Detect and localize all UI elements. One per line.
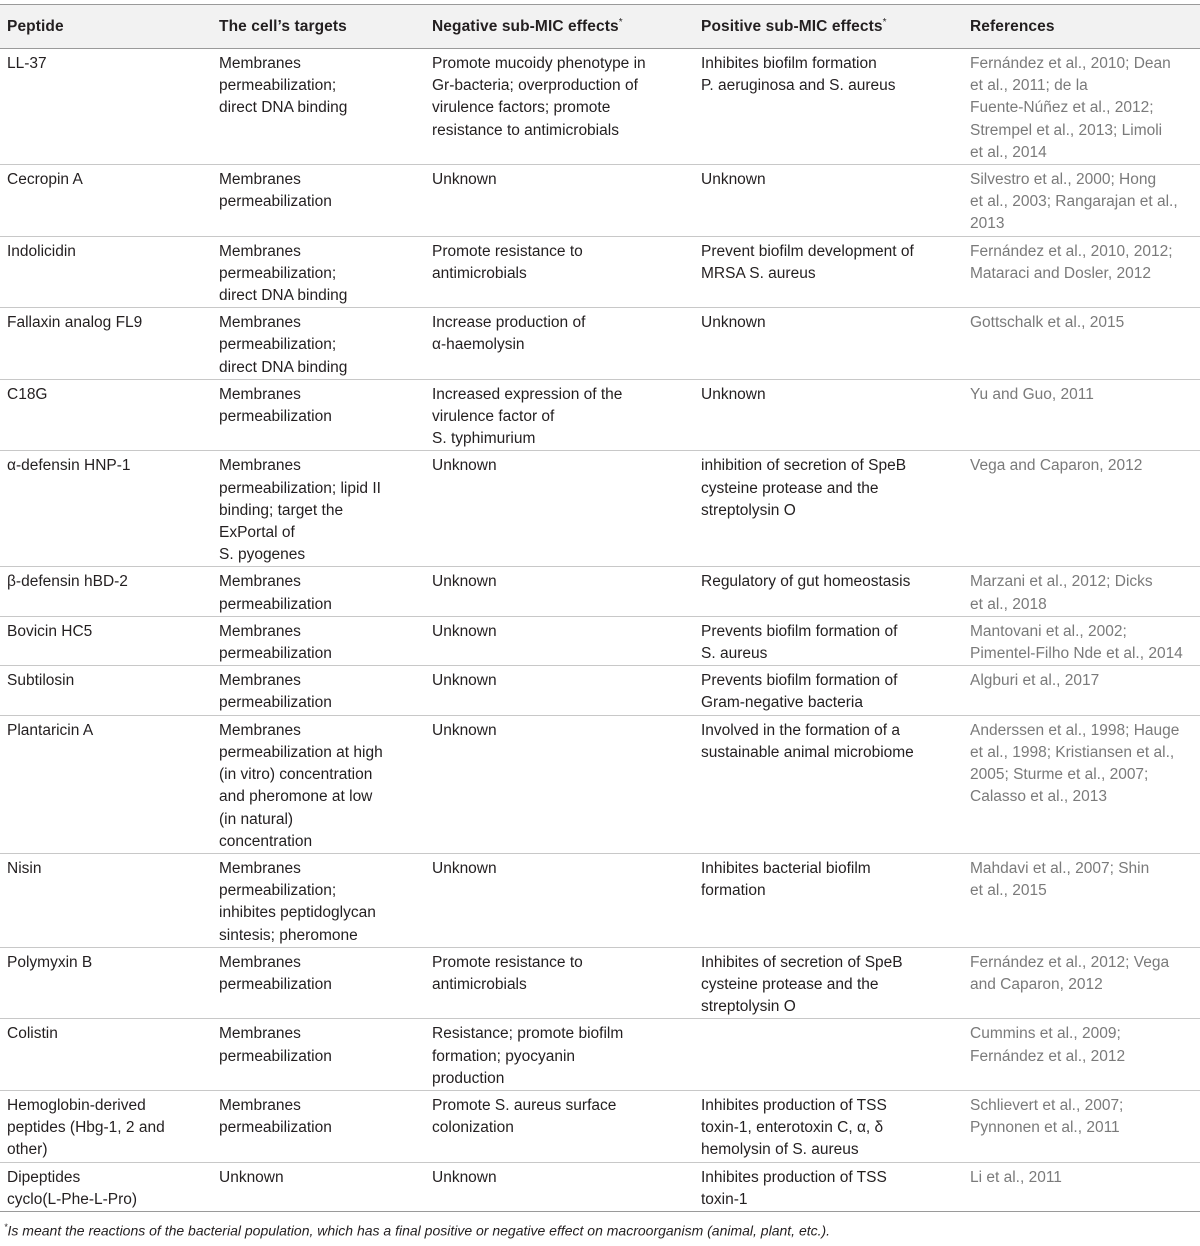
- cell-line: Unknown: [432, 457, 497, 475]
- cell-line: et al., 2011; de la: [970, 77, 1088, 95]
- cell-line: peptides (Hbg-1, 2 and: [7, 1119, 165, 1137]
- table-row: [0, 451, 1200, 567]
- cell-line: Subtilosin: [7, 672, 75, 690]
- cell-references: [963, 947, 1200, 1019]
- cell-line: permeabilization;: [219, 882, 337, 900]
- cell-targets: [212, 236, 425, 308]
- cell-line: Gottschalk et al., 2015: [970, 314, 1125, 332]
- cell-line: Hemoglobin-derived: [7, 1096, 146, 1114]
- table-row: [0, 1162, 1200, 1211]
- cell-negative: [425, 308, 694, 380]
- cell-line: Gram-negative bacteria: [701, 694, 863, 712]
- cell-negative: [425, 567, 694, 616]
- cell-line: and pheromone at low: [219, 788, 373, 806]
- cell-line: formation; pyocyanin: [432, 1047, 576, 1065]
- cell-references: [963, 715, 1200, 853]
- cell-negative: [425, 49, 694, 165]
- table-row: [0, 165, 1200, 237]
- cell-line: toxin-1, enterotoxin C, α, δ: [701, 1119, 884, 1137]
- cell-line: Dipeptides: [7, 1168, 81, 1186]
- cell-line: Mantovani et al., 2002;: [970, 622, 1127, 640]
- cell-line: Membranes: [219, 672, 301, 690]
- cell-references: [963, 616, 1200, 665]
- header-footnote-mark: *: [882, 16, 887, 28]
- cell-positive: [694, 165, 963, 237]
- footnote-mark: *: [4, 1222, 8, 1232]
- cell-negative: [425, 1090, 694, 1162]
- cell-line: direct DNA binding: [219, 287, 348, 305]
- cell-line: Pimentel-Filho Nde et al., 2014: [970, 645, 1183, 663]
- cell-line: sustainable animal microbiome: [701, 743, 914, 761]
- cell-line: Unknown: [219, 1168, 284, 1186]
- cell-line: S. aureus: [701, 645, 768, 663]
- cell-references: [963, 451, 1200, 567]
- cell-positive: [694, 567, 963, 616]
- cell-line: other): [7, 1141, 48, 1159]
- cell-line: et al., 1998; Kristiansen et al.,: [970, 743, 1175, 761]
- cell-references: [963, 1090, 1200, 1162]
- cell-positive: [694, 715, 963, 853]
- cell-references: [963, 853, 1200, 947]
- cell-line: β-defensin hBD-2: [7, 573, 128, 591]
- cell-line: Resistance; promote biofilm: [432, 1025, 624, 1043]
- cell-positive: [694, 666, 963, 715]
- table-row: [0, 715, 1200, 853]
- cell-references: [963, 236, 1200, 308]
- cell-line: permeabilization: [219, 193, 332, 211]
- cell-targets: [212, 853, 425, 947]
- cell-references: [963, 49, 1200, 165]
- cell-line: Increased expression of the: [432, 385, 623, 403]
- cell-line: permeabilization;: [219, 77, 337, 95]
- cell-references: [963, 308, 1200, 380]
- cell-line: Mataraci and Dosler, 2012: [970, 264, 1151, 282]
- cell-line: α-defensin HNP-1: [7, 457, 131, 475]
- table-row: [0, 666, 1200, 715]
- cell-line: S. typhimurium: [432, 430, 536, 448]
- cell-line: and Caparon, 2012: [970, 975, 1103, 993]
- cell-line: Algburi et al., 2017: [970, 672, 1100, 690]
- cell-line: MRSA S. aureus: [701, 264, 816, 282]
- cell-line: P. aeruginosa and S. aureus: [701, 77, 896, 95]
- cell-targets: [212, 616, 425, 665]
- cell-line: Promote S. aureus surface: [432, 1096, 617, 1114]
- cell-line: Inhibites of secretion of SpeB: [701, 953, 903, 971]
- cell-line: Vega and Caparon, 2012: [970, 457, 1143, 475]
- cell-targets: [212, 165, 425, 237]
- cell-negative: [425, 715, 694, 853]
- cell-line: direct DNA binding: [219, 358, 348, 376]
- cell-positive: [694, 1019, 963, 1091]
- table-row: [0, 853, 1200, 947]
- cell-line: Increase production of: [432, 314, 586, 332]
- cell-line: Inhibites production of TSS: [701, 1096, 887, 1114]
- cell-peptide: [0, 308, 212, 380]
- cell-peptide: [0, 49, 212, 165]
- cell-negative: [425, 616, 694, 665]
- cell-line: hemolysin of S. aureus: [701, 1141, 859, 1159]
- cell-peptide: [0, 165, 212, 237]
- cell-references: [963, 666, 1200, 715]
- cell-peptide: [0, 451, 212, 567]
- cell-peptide: [0, 1090, 212, 1162]
- cell-targets: [212, 715, 425, 853]
- cell-line: inhibition of secretion of SpeB: [701, 457, 907, 475]
- table-footnote: [4, 1222, 830, 1239]
- table-row: [0, 567, 1200, 616]
- cell-line: permeabilization; lipid II: [219, 479, 381, 497]
- cell-line: Membranes: [219, 721, 301, 739]
- cell-line: sintesis; pheromone: [219, 926, 358, 944]
- cell-negative: [425, 1019, 694, 1091]
- cell-line: Promote resistance to: [432, 242, 583, 260]
- cell-negative: [425, 451, 694, 567]
- cell-line: Unknown: [432, 672, 497, 690]
- cell-line: 2005; Sturme et al., 2007;: [970, 766, 1149, 784]
- cell-line: Cecropin A: [7, 171, 83, 189]
- cell-line: permeabilization;: [219, 264, 337, 282]
- cell-line: permeabilization: [219, 408, 332, 426]
- cell-line: toxin-1: [701, 1190, 748, 1208]
- cell-line: permeabilization: [219, 1119, 332, 1137]
- cell-line: (in vitro) concentration: [219, 766, 373, 784]
- cell-line: cyclo(L-Phe-L-Pro): [7, 1190, 138, 1208]
- cell-line: permeabilization;: [219, 336, 337, 354]
- cell-line: Prevents biofilm formation of: [701, 622, 898, 640]
- cell-line: (in natural): [219, 810, 294, 828]
- cell-references: [963, 379, 1200, 451]
- cell-line: Regulatory of gut homeostasis: [701, 573, 911, 591]
- cell-line: formation: [701, 882, 766, 900]
- header-references: References: [970, 17, 1055, 35]
- cell-references: [963, 165, 1200, 237]
- cell-references: [963, 1019, 1200, 1091]
- cell-line: virulence factor of: [432, 408, 555, 426]
- cell-targets: [212, 567, 425, 616]
- cell-line: 2013: [970, 215, 1005, 233]
- cell-line: cysteine protease and the: [701, 975, 879, 993]
- table-row: [0, 379, 1200, 451]
- cell-line: Unknown: [432, 1168, 497, 1186]
- cell-line: Prevents biofilm formation of: [701, 672, 898, 690]
- table-row: [0, 1090, 1200, 1162]
- cell-line: Inhibites bacterial biofilm: [701, 859, 871, 877]
- cell-line: Unknown: [701, 314, 766, 332]
- cell-peptide: [0, 236, 212, 308]
- cell-line: Fuente-Núñez et al., 2012;: [970, 99, 1154, 117]
- cell-line: Fernández et al., 2012: [970, 1047, 1126, 1065]
- cell-line: Membranes: [219, 622, 301, 640]
- cell-line: ExPortal of: [219, 524, 295, 542]
- cell-peptide: [0, 715, 212, 853]
- cell-references: [963, 567, 1200, 616]
- cell-line: Fernández et al., 2012; Vega: [970, 953, 1170, 971]
- cell-negative: [425, 666, 694, 715]
- cell-line: Membranes: [219, 171, 301, 189]
- cell-peptide: [0, 947, 212, 1019]
- cell-line: Li et al., 2011: [970, 1168, 1062, 1186]
- cell-line: S. pyogenes: [219, 546, 306, 564]
- header-targets: The cell’s targets: [219, 17, 347, 35]
- cell-peptide: [0, 1019, 212, 1091]
- cell-peptide: [0, 853, 212, 947]
- cell-line: Membranes: [219, 859, 301, 877]
- cell-line: Unknown: [432, 859, 497, 877]
- cell-targets: [212, 308, 425, 380]
- cell-line: et al., 2003; Rangarajan et al.,: [970, 193, 1178, 211]
- cell-line: streptolysin O: [701, 501, 796, 519]
- cell-line: cysteine protease and the: [701, 479, 879, 497]
- cell-peptide: [0, 1162, 212, 1211]
- cell-targets: [212, 947, 425, 1019]
- cell-positive: [694, 379, 963, 451]
- cell-negative: [425, 853, 694, 947]
- cell-positive: [694, 236, 963, 308]
- cell-line: production: [432, 1069, 505, 1087]
- cell-line: Nisin: [7, 859, 42, 877]
- cell-negative: [425, 236, 694, 308]
- cell-negative: [425, 947, 694, 1019]
- cell-line: Promote resistance to: [432, 953, 583, 971]
- cell-targets: [212, 1019, 425, 1091]
- cell-line: Bovicin HC5: [7, 622, 93, 640]
- cell-line: Silvestro et al., 2000; Hong: [970, 171, 1157, 189]
- cell-line: permeabilization at high: [219, 743, 383, 761]
- cell-line: Membranes: [219, 953, 301, 971]
- cell-line: Membranes: [219, 314, 301, 332]
- cell-line: Gr-bacteria; overproduction of: [432, 77, 638, 95]
- cell-line: Promote mucoidy phenotype in: [432, 55, 646, 72]
- cell-line: Membranes: [219, 55, 301, 72]
- cell-line: colonization: [432, 1119, 514, 1137]
- cell-line: et al., 2015: [970, 882, 1047, 900]
- cell-line: Unknown: [432, 721, 497, 739]
- cell-line: Polymyxin B: [7, 953, 93, 971]
- cell-line: Plantaricin A: [7, 721, 94, 739]
- table-row: [0, 308, 1200, 380]
- cell-line: Fernández et al., 2010, 2012;: [970, 242, 1173, 260]
- cell-negative: [425, 165, 694, 237]
- cell-targets: [212, 49, 425, 165]
- cell-line: Mahdavi et al., 2007; Shin: [970, 859, 1150, 877]
- cell-line: Inhibites production of TSS: [701, 1168, 887, 1186]
- cell-peptide: [0, 379, 212, 451]
- cell-references: [963, 1162, 1200, 1211]
- cell-line: Unknown: [701, 171, 766, 189]
- cell-positive: [694, 308, 963, 380]
- cell-peptide: [0, 616, 212, 665]
- cell-positive: [694, 616, 963, 665]
- cell-positive: [694, 451, 963, 567]
- cell-line: virulence factors; promote: [432, 99, 611, 117]
- table-row: [0, 236, 1200, 308]
- cell-line: permeabilization: [219, 645, 332, 663]
- footnote-text: Is meant the reactions of the bacterial population, which has a final positive or negative effect on macroorganism (animal, plant, etc.).: [7, 1222, 831, 1239]
- cell-negative: [425, 379, 694, 451]
- cell-positive: [694, 947, 963, 1019]
- cell-line: Pynnonen et al., 2011: [970, 1119, 1120, 1137]
- cell-positive: [694, 1090, 963, 1162]
- cell-line: Unknown: [432, 171, 497, 189]
- cell-line: Calasso et al., 2013: [970, 788, 1108, 806]
- cell-targets: [212, 379, 425, 451]
- header-row: [0, 5, 1200, 49]
- cell-line: Unknown: [432, 573, 497, 591]
- cell-line: inhibites peptidoglycan: [219, 904, 376, 922]
- cell-line: concentration: [219, 832, 313, 850]
- cell-targets: [212, 451, 425, 567]
- cell-line: Strempel et al., 2013; Limoli: [970, 121, 1163, 139]
- cell-line: et al., 2014: [970, 143, 1047, 161]
- cell-line: Prevent biofilm development of: [701, 242, 914, 260]
- table-header: [0, 5, 1200, 49]
- cell-peptide: [0, 666, 212, 715]
- cell-line: Membranes: [219, 457, 301, 475]
- header-negative: Negative sub-MIC effects*: [432, 16, 623, 36]
- cell-targets: [212, 1090, 425, 1162]
- cell-line: Unknown: [701, 385, 766, 403]
- cell-positive: [694, 1162, 963, 1211]
- table-row: [0, 49, 1200, 165]
- table-row: [0, 1019, 1200, 1091]
- cell-line: Membranes: [219, 1096, 301, 1114]
- cell-line: Schlievert et al., 2007;: [970, 1096, 1124, 1114]
- cell-line: resistance to antimicrobials: [432, 121, 619, 139]
- cell-positive: [694, 49, 963, 165]
- cell-line: binding; target the: [219, 501, 344, 519]
- cell-targets: [212, 1162, 425, 1211]
- peptide-table: [0, 4, 1200, 1212]
- cell-line: direct DNA binding: [219, 99, 348, 117]
- header-peptide: Peptide: [7, 17, 64, 35]
- cell-peptide: [0, 567, 212, 616]
- cell-line: Fernández et al., 2010; Dean: [970, 55, 1171, 72]
- cell-line: et al., 2018: [970, 595, 1047, 613]
- cell-line: antimicrobials: [432, 975, 527, 993]
- table-row: [0, 616, 1200, 665]
- header-positive: Positive sub-MIC effects*: [701, 16, 887, 36]
- cell-line: C18G: [7, 385, 48, 403]
- cell-line: permeabilization: [219, 694, 332, 712]
- cell-line: permeabilization: [219, 1047, 332, 1065]
- cell-line: LL-37: [7, 55, 47, 72]
- cell-line: Cummins et al., 2009;: [970, 1025, 1121, 1043]
- cell-negative: [425, 1162, 694, 1211]
- cell-line: Membranes: [219, 573, 301, 591]
- cell-line: permeabilization: [219, 975, 332, 993]
- cell-line: Marzani et al., 2012; Dicks: [970, 573, 1153, 591]
- cell-line: Membranes: [219, 385, 301, 403]
- cell-line: Inhibites biofilm formation: [701, 55, 877, 72]
- cell-line: Membranes: [219, 1025, 301, 1043]
- cell-line: Indolicidin: [7, 242, 76, 260]
- header-footnote-mark: *: [618, 16, 623, 28]
- cell-line: Involved in the formation of a: [701, 721, 901, 739]
- cell-line: streptolysin O: [701, 998, 796, 1016]
- cell-line: Fallaxin analog FL9: [7, 314, 143, 332]
- cell-line: α-haemolysin: [432, 336, 525, 354]
- cell-line: Colistin: [7, 1025, 58, 1043]
- table-body: [0, 49, 1200, 1212]
- cell-line: Unknown: [432, 622, 497, 640]
- table-row: [0, 947, 1200, 1019]
- cell-line: Membranes: [219, 242, 301, 260]
- cell-targets: [212, 666, 425, 715]
- cell-positive: [694, 853, 963, 947]
- cell-line: Yu and Guo, 2011: [970, 385, 1094, 403]
- cell-line: Anderssen et al., 1998; Hauge: [970, 721, 1180, 739]
- cell-line: antimicrobials: [432, 264, 527, 282]
- cell-line: permeabilization: [219, 595, 332, 613]
